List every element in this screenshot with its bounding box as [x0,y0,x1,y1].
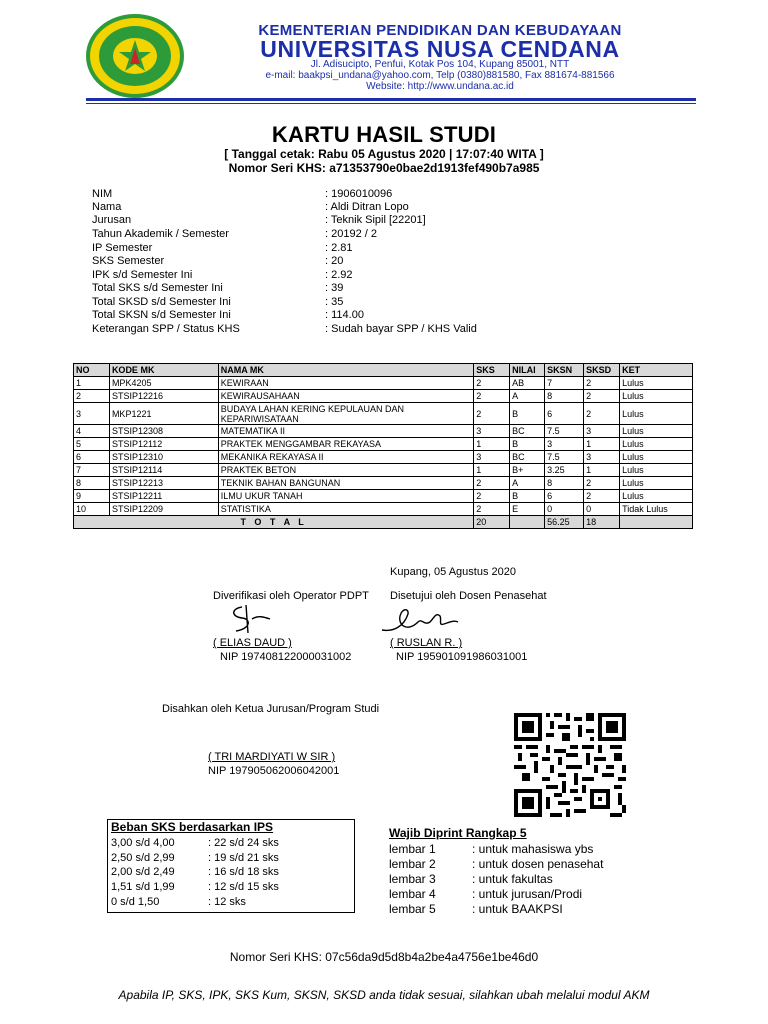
info-label: Keterangan SPP / Status KHS [92,323,240,335]
info-value: : Teknik Sipil [22201] [325,214,426,226]
info-value: : 35 [325,296,344,308]
cell: MATEMATIKA II [218,425,473,438]
cell: STATISTIKA [218,503,473,516]
operator-signature [222,603,274,635]
table-row [74,390,693,403]
info-value: : 114.00 [325,309,364,321]
cell: 4 [74,425,110,438]
cell: 2 [584,377,620,390]
cell: 1 [74,377,110,390]
info-label: Total SKS s/d Semester Ini [92,282,223,294]
beban-range: 2,00 s/d 2,49 [111,866,175,878]
cell: 9 [74,490,110,503]
cell: KEWIRAAN [218,377,473,390]
cell: BC [510,451,545,464]
info-value: : 2.92 [325,269,353,281]
cell: 2 [474,377,510,390]
info-label: Tahun Akademik / Semester [92,228,229,240]
cell: 2 [584,490,620,503]
beban-range: 1,51 s/d 1,99 [111,881,175,893]
cell: Lulus [620,464,693,477]
total-sksn: 56.25 [545,516,584,529]
info-label: IPK s/d Semester Ini [92,269,193,281]
table-row [74,403,693,425]
table-row [74,377,693,390]
cell: MEKANIKA REKAYASA II [218,451,473,464]
cell: B [510,490,545,503]
cell: PRAKTEK MENGGAMBAR REKAYASA [218,438,473,451]
cell: 3.25 [545,464,584,477]
cell: Lulus [620,477,693,490]
head-caption: Disahkan oleh Ketua Jurusan/Program Studi [162,703,380,715]
header-rule-thin [86,103,696,104]
cell: 2 [474,477,510,490]
info-value: : 20192 / 2 [325,228,377,240]
cell: 6 [74,451,110,464]
info-value: : 39 [325,282,344,294]
info-label: SKS Semester [92,255,165,267]
cell: 2 [584,390,620,403]
cell: 8 [74,477,110,490]
cell: B [510,403,545,425]
info-label: IP Semester [92,242,153,254]
cell: 3 [74,403,110,425]
cell: 2 [474,403,510,425]
beban-range: 0 s/d 1,50 [111,896,160,908]
cell: E [510,503,545,516]
info-label: Nama [92,201,122,213]
wajib-value: : untuk fakultas [472,872,553,886]
university-name: UNIVERSITAS NUSA CENDANA [260,36,620,62]
head-name: ( TRI MARDIYATI W SIR ) [208,751,336,763]
wajib-value: : untuk mahasiswa ybs [472,842,594,856]
wajib-value: : untuk jurusan/Prodi [472,887,583,901]
university-contact: e-mail: baakpsi_undana@yahoo.com, Telp (0380)881580, Fax 881674-881566 [265,70,615,81]
cell: 5 [74,438,110,451]
info-label: Total SKSD s/d Semester Ini [92,296,231,308]
info-value: : Aldi Ditran Lopo [325,201,409,213]
cell: Lulus [620,390,693,403]
cell: Lulus [620,425,693,438]
cell: 2 [474,390,510,403]
table-row [74,464,693,477]
beban-range: 2,50 s/d 2,99 [111,852,175,864]
cell: A [510,477,545,490]
cell: 1 [584,464,620,477]
wajib-print-title: Wajib Diprint Rangkap 5 [389,826,527,840]
table-row [74,451,693,464]
cell: Lulus [620,403,693,425]
total-row [74,516,693,529]
cell: 2 [474,503,510,516]
advisor-caption: Disetujui oleh Dosen Penasehat [390,590,547,602]
serial-number-bottom: Nomor Seri KHS: 07c56da9d5d8b4a2be4a4756e1be46d0 [229,950,539,964]
cell: Lulus [620,377,693,390]
cell: STSIP12213 [109,477,218,490]
cell: 0 [584,503,620,516]
cell: 1 [584,438,620,451]
wajib-label: lembar 1 [389,842,436,856]
header-sksn: SKSN [545,364,584,377]
wajib-label: lembar 2 [389,857,436,871]
university-website: Website: http://www.undana.ac.id [366,81,514,92]
beban-sks: : 16 s/d 18 sks [208,866,279,878]
info-label: Jurusan [92,214,132,226]
total-nilai [510,516,545,529]
cell: 1 [474,464,510,477]
cell: Lulus [620,438,693,451]
cell: A [510,390,545,403]
cell: 7.5 [545,425,584,438]
cell: 7.5 [545,451,584,464]
wajib-label: lembar 4 [389,887,436,901]
cell: Lulus [620,490,693,503]
wajib-value: : untuk BAAKPSI [472,902,563,916]
cell: 3 [474,425,510,438]
wajib-label: lembar 5 [389,902,436,916]
header-nilai: NILAI [510,364,545,377]
place-date: Kupang, 05 Agustus 2020 [390,566,516,578]
cell: 10 [74,503,110,516]
info-value: : 1906010096 [325,188,393,200]
cell: STSIP12209 [109,503,218,516]
info-value: : Sudah bayar SPP / KHS Valid [325,323,477,335]
ministry-name: KEMENTERIAN PENDIDIKAN DAN KEBUDAYAAN [258,22,622,39]
university-address: Jl. Adisucipto, Penfui, Kotak Pos 104, Kupang 85001, NTT [310,59,570,70]
table-row [74,477,693,490]
total-ket [620,516,693,529]
header-ket: KET [620,364,693,377]
head-nip: NIP 197905062006042001 [208,765,340,777]
cell: KEWIRAUSAHAAN [218,390,473,403]
cell: STSIP12216 [109,390,218,403]
advisor-nip: NIP 195901091986031001 [396,651,528,663]
cell: 6 [545,403,584,425]
university-logo [86,14,184,98]
footer-note: Apabila IP, SKS, IPK, SKS Kum, SKSN, SKSD anda tidak sesuai, silahkan ubah melalui modul AKM [118,988,650,1002]
header-rule [86,98,696,101]
table-row [74,490,693,503]
info-label: Total SKSN s/d Semester Ini [92,309,231,321]
operator-name: ( ELIAS DAUD ) [213,637,292,649]
table-row [74,425,693,438]
print-date: [ Tanggal cetak: Rabu 05 Agustus 2020 | 17:07:40 WITA ] [224,147,544,161]
info-value: : 20 [325,255,344,267]
header-sks: SKS [474,364,510,377]
cell: STSIP12211 [109,490,218,503]
beban-sks: : 19 s/d 21 sks [208,852,279,864]
header-sksd: SKSD [584,364,620,377]
cell: STSIP12308 [109,425,218,438]
cell: 3 [545,438,584,451]
cell: 2 [584,477,620,490]
serial-number-top: Nomor Seri KHS: a71353790e0bae2d1913fef490b7a985 [228,161,540,175]
header-kode: KODE MK [109,364,218,377]
wajib-label: lembar 3 [389,872,436,886]
table-row [74,503,693,516]
beban-sks: : 12 s/d 15 sks [208,881,279,893]
grades-table [73,363,693,529]
table-row [74,438,693,451]
cell: 8 [545,390,584,403]
qr-code [514,713,626,817]
beban-range: 3,00 s/d 4,00 [111,837,175,849]
cell: 7 [74,464,110,477]
cell: BC [510,425,545,438]
cell: ILMU UKUR TANAH [218,490,473,503]
cell: 2 [584,403,620,425]
cell: AB [510,377,545,390]
total-label: T O T A L [74,516,474,529]
header-no: NO [74,364,110,377]
total-sksd: 18 [584,516,620,529]
beban-sks-title: Beban SKS berdasarkan IPS [111,820,274,834]
cell: PRAKTEK BETON [218,464,473,477]
beban-sks: : 22 s/d 24 sks [208,837,279,849]
cell: 3 [474,451,510,464]
cell: 8 [545,477,584,490]
table-header-row [74,364,693,377]
cell: MPK4205 [109,377,218,390]
cell: 1 [474,438,510,451]
total-sks: 20 [474,516,510,529]
header-nama: NAMA MK [218,364,473,377]
cell: 2 [474,490,510,503]
advisor-signature [378,602,462,638]
advisor-name: ( RUSLAN R. ) [390,637,463,649]
cell: 2 [74,390,110,403]
info-label: NIM [92,188,113,200]
cell: B+ [510,464,545,477]
cell: 3 [584,425,620,438]
cell: STSIP12114 [109,464,218,477]
cell: 3 [584,451,620,464]
info-value: : 2.81 [325,242,353,254]
cell: TEKNIK BAHAN BANGUNAN [218,477,473,490]
cell: BUDAYA LAHAN KERING KEPULAUAN DAN KEPARIWISATAAN [218,403,473,425]
operator-caption: Diverifikasi oleh Operator PDPT [213,590,369,602]
cell: 6 [545,490,584,503]
cell: MKP1221 [109,403,218,425]
cell: Lulus [620,451,693,464]
cell: B [510,438,545,451]
wajib-value: : untuk dosen penasehat [472,857,604,871]
cell: STSIP12112 [109,438,218,451]
cell: STSIP12310 [109,451,218,464]
cell: 0 [545,503,584,516]
beban-sks: : 12 sks [208,896,246,908]
operator-nip: NIP 197408122000031002 [220,651,352,663]
cell: Tidak Lulus [620,503,693,516]
cell: 7 [545,377,584,390]
document-title: KARTU HASIL STUDI [271,122,497,147]
